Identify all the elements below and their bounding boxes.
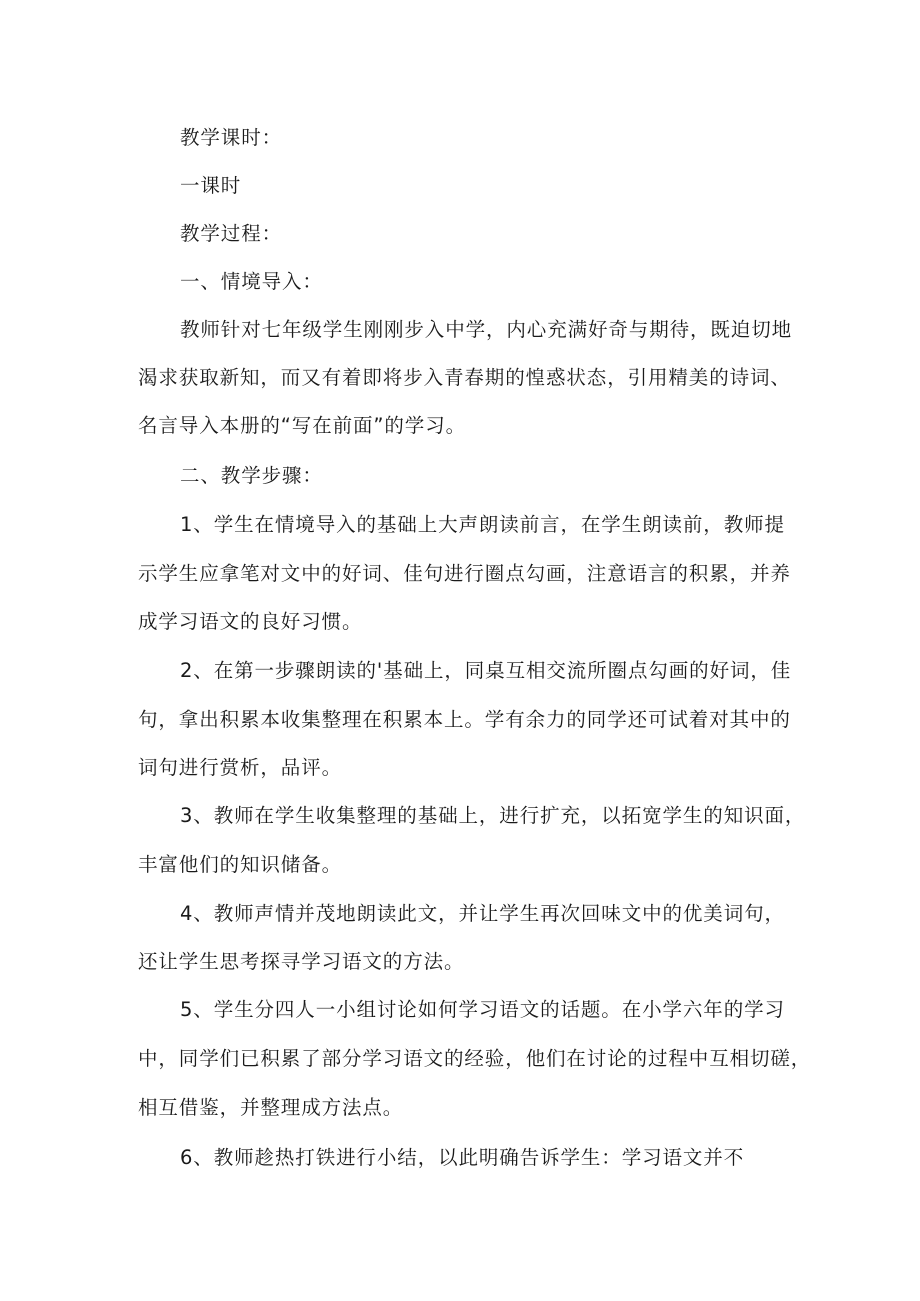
section-label-lesson-time: 教学课时：: [180, 126, 283, 149]
paragraph-intro-line: 教师针对七年级学生刚刚步入中学，内心充满好奇与期待，既迫切地: [180, 318, 793, 341]
step-4-line: 还让学生思考探寻学习语文的方法。: [138, 950, 465, 973]
step-1-line: 1、学生在情境导入的基础上大声朗读前言，在学生朗读前，教师提: [180, 513, 785, 536]
step-3-line: 3、教师在学生收集整理的基础上，进行扩充，以拓宽学生的知识面，: [180, 804, 806, 827]
step-1-line: 成学习语文的良好习惯。: [138, 610, 363, 633]
step-3-line: 丰富他们的知识储备。: [138, 853, 343, 876]
step-5-line: 中，同学们已积累了部分学习语文的经验，他们在讨论的过程中互相切磋，: [138, 1047, 812, 1070]
step-6-line: 6、教师趁热打铁进行小结，以此明确告诉学生：学习语文并不: [180, 1146, 745, 1169]
step-2-line: 2、在第一步骤朗读的'基础上，同桌互相交流所圈点勾画的好词，佳: [180, 659, 792, 682]
step-2-line: 句，拿出积累本收集整理在积累本上。学有余力的同学还可试着对其中的: [138, 708, 791, 731]
heading-teaching-steps: 二、教学步骤：: [180, 464, 323, 487]
heading-scene-intro: 一、情境导入：: [180, 270, 323, 293]
paragraph-intro-line: 名言导入本册的“写在前面”的学习。: [138, 414, 467, 437]
step-5-line: 5、学生分四人一小组讨论如何学习语文的话题。在小学六年的学习: [180, 998, 785, 1021]
step-4-line: 4、教师声情并茂地朗读此文，并让学生再次回味文中的优美词句，: [180, 902, 785, 925]
step-1-line: 示学生应拿笔对文中的好词、佳句进行圈点勾画，注意语言的积累，并养: [138, 562, 791, 585]
step-2-line: 词句进行赏析，品评。: [138, 756, 343, 779]
step-5-line: 相互借鉴，并整理成方法点。: [138, 1096, 404, 1119]
lesson-time-value: 一课时: [180, 174, 242, 197]
paragraph-intro-line: 渴求获取新知，而又有着即将步入青春期的惶惑状态，引用精美的诗词、: [138, 366, 791, 389]
section-label-process: 教学过程：: [180, 222, 283, 245]
